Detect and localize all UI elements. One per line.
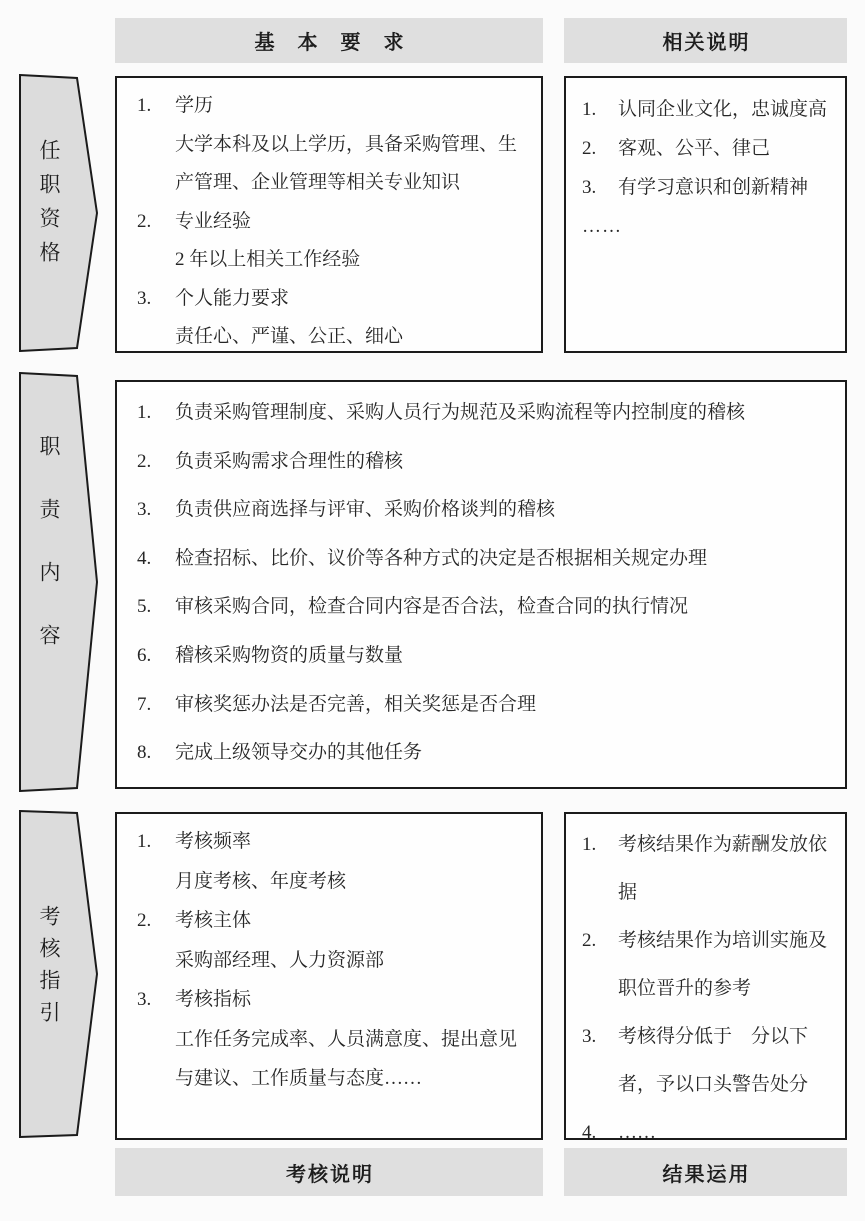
list-item (582, 821, 839, 917)
header-related-notes-label: 相关说明 (662, 32, 751, 54)
item-number: 3. (137, 287, 152, 309)
item-text: 考核结果作为培训实施及职位晋升的参考 (618, 930, 828, 999)
item-number: 4. (582, 1122, 597, 1143)
list-item (137, 389, 831, 438)
list-item (137, 486, 831, 535)
item-number: 4. (137, 547, 152, 569)
item-text: 认同企业文化，忠诚度高 (618, 99, 828, 120)
item-number: 3. (137, 989, 152, 1010)
arrow-assessment-label: 考核指引 (37, 905, 61, 1033)
arrow-responsibilities-label: 职责内容 (37, 435, 61, 687)
list-item (582, 129, 837, 168)
footer-result-application (564, 1148, 847, 1196)
footer-assessment-notes (115, 1148, 543, 1196)
item-text: 考核结果作为薪酬发放依据 (618, 834, 828, 903)
item-title: 考核频率 (175, 831, 252, 852)
list-item (137, 729, 831, 778)
footer-result-application-label: 结果运用 (662, 1163, 751, 1186)
item-number: 2. (137, 910, 152, 931)
item-text: 完成上级领导交办的其他任务 (175, 742, 423, 764)
item-number: 2. (582, 930, 597, 951)
list-item (137, 822, 529, 901)
item-number: 2. (137, 210, 152, 232)
header-related-notes (564, 18, 847, 63)
item-text: …… (618, 1122, 656, 1143)
item-number: 7. (137, 693, 152, 715)
item-detail: 责任心、严谨、公正、细心 (175, 326, 404, 347)
item-number: 8. (137, 742, 152, 764)
list-item (137, 87, 529, 203)
list-item (137, 681, 831, 730)
item-number: 5. (137, 596, 152, 618)
header-basic-requirements (115, 18, 543, 63)
item-number: 1. (137, 95, 152, 116)
item-text: 负责采购需求合理性的稽核 (175, 450, 404, 472)
ellipsis-line: …… (582, 216, 622, 237)
footer-assessment-notes-label: 考核说明 (286, 1163, 374, 1186)
item-text: 审核奖惩办法是否完善，相关奖惩是否合理 (175, 693, 537, 715)
item-number: 1. (582, 99, 597, 120)
list-item (582, 168, 837, 207)
item-detail: 采购部经理、人力资源部 (175, 949, 385, 971)
item-text: 负责采购管理制度、采购人员行为规范及采购流程等内控制度的稽核 (175, 402, 746, 423)
item-number: 2. (582, 138, 597, 159)
qualifications-basic-box (115, 76, 543, 353)
item-number: 6. (137, 644, 152, 666)
item-number: 3. (582, 177, 597, 198)
item-text: 有学习意识和创新精神 (618, 177, 809, 198)
header-basic-requirements-label: 基 本 要 求 (254, 32, 413, 54)
list-item (137, 901, 529, 980)
arrow-assessment (19, 810, 99, 1138)
item-title: 考核主体 (175, 910, 252, 931)
item-text: 考核得分低于 分以下者，予以口头警告处分 (618, 1026, 809, 1095)
list-item (137, 280, 529, 357)
responsibilities-box (115, 380, 847, 789)
list-item (582, 1013, 839, 1109)
list-item (582, 917, 839, 1013)
list-item (137, 632, 831, 681)
item-detail: 月度考核、年度考核 (175, 870, 347, 892)
item-text: 检查招标、比价、议价等各种方式的决定是否根据相关规定办理 (175, 547, 708, 569)
item-title: 个人能力要求 (175, 287, 290, 309)
item-detail: 大学本科及以上学历，具备采购管理、生产管理、企业管理等相关专业知识 (175, 133, 518, 193)
item-text: 稽核采购物资的质量与数量 (175, 644, 404, 666)
arrow-qualifications-label: 任职资格 (37, 139, 61, 275)
item-detail: 2 年以上相关工作经验 (175, 249, 361, 270)
item-detail: 工作任务完成率、人员满意度、提出意见与建议、工作质量与态度…… (175, 1028, 518, 1089)
item-text: 审核采购合同，检查合同内容是否合法，检查合同的执行情况 (175, 596, 689, 618)
arrow-qualifications (19, 74, 99, 352)
arrow-responsibilities (19, 372, 99, 792)
assessment-results-box (564, 812, 847, 1143)
item-number: 3. (582, 1026, 597, 1047)
list-item (137, 203, 529, 280)
item-title: 考核指标 (175, 989, 252, 1010)
item-text: 负责供应商选择与评审、采购价格谈判的稽核 (175, 499, 556, 521)
item-title: 学历 (175, 95, 214, 116)
assessment-guide-box (115, 812, 543, 1140)
list-item (582, 90, 837, 129)
list-item (137, 438, 831, 487)
item-number: 1. (582, 834, 597, 855)
list-item (137, 583, 831, 632)
list-item (137, 535, 831, 584)
item-number: 2. (137, 450, 152, 472)
item-title: 专业经验 (175, 210, 252, 232)
item-text: 客观、公平、律己 (618, 138, 771, 159)
item-number: 3. (137, 499, 152, 521)
item-number: 1. (137, 402, 152, 423)
list-item (137, 980, 529, 1099)
item-number: 1. (137, 831, 152, 852)
qualifications-notes-box (564, 76, 847, 353)
